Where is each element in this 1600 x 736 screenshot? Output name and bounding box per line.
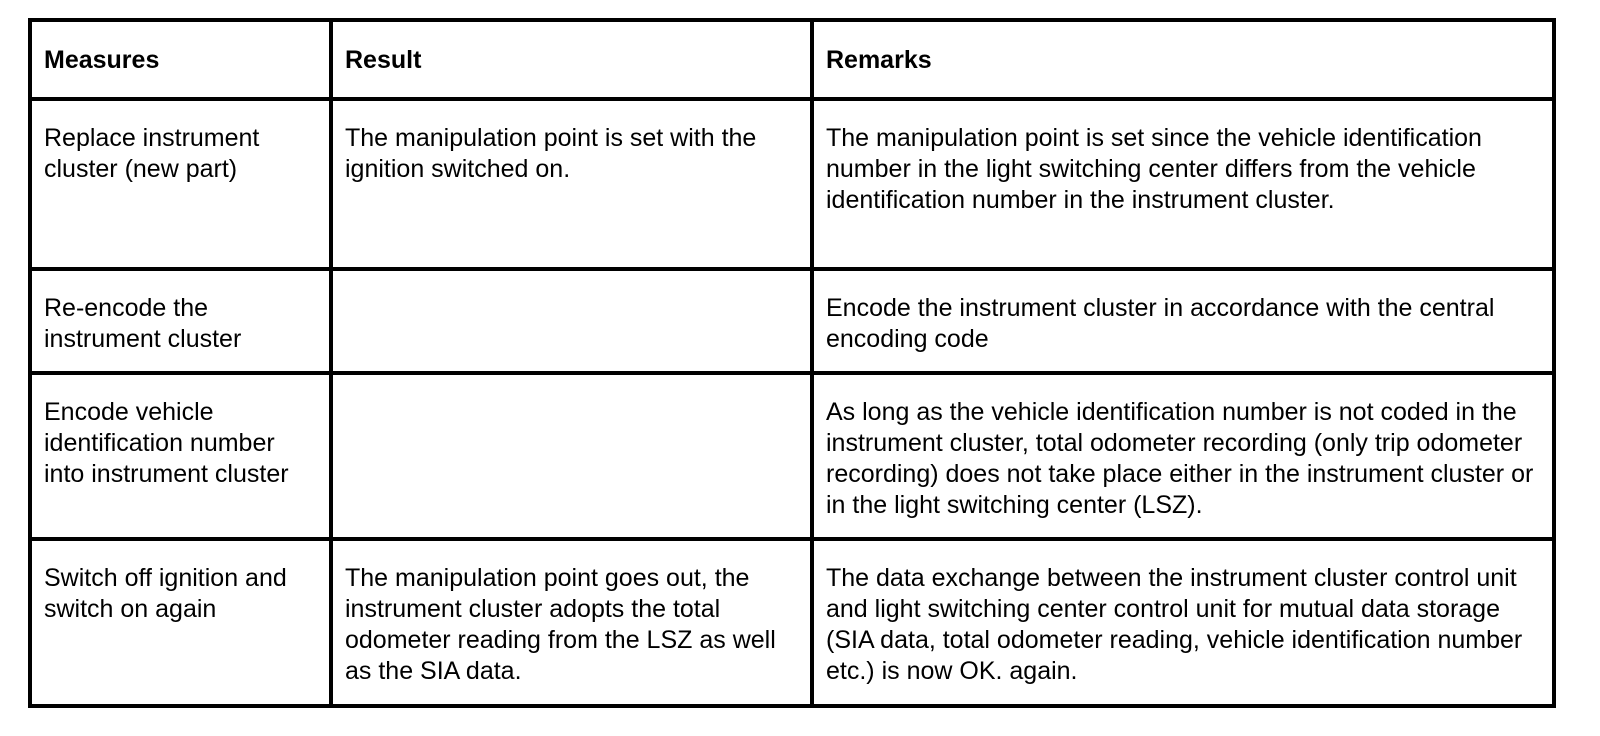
cell-text: The manipulation point is set since the vehicle identification number in the light switching center differs from the vehicle identification number in the instrument cluster.: [826, 124, 1482, 214]
cell-result: [331, 539, 812, 706]
cell-text: The manipulation point goes out, the instrument cluster adopts the total odometer reading from the LSZ as well as the SIA data.: [345, 564, 776, 685]
cell-remarks: [812, 539, 1554, 706]
header-result: Result: [331, 20, 812, 99]
table-row: [30, 99, 1554, 269]
measures-table: [28, 18, 1556, 708]
cell-remarks: [812, 269, 1554, 373]
cell-measures: [30, 373, 331, 539]
table-body: [30, 99, 1554, 706]
header-remarks: Remarks: [812, 20, 1554, 99]
cell-text: The manipulation point is set with the ignition switched on.: [345, 124, 757, 183]
cell-measures: [30, 99, 331, 269]
table-row: [30, 539, 1554, 706]
cell-result: [331, 99, 812, 269]
cell-remarks: [812, 99, 1554, 269]
table-row: [30, 269, 1554, 373]
cell-text: Encode the instrument cluster in accordance with the central encoding code: [826, 294, 1495, 353]
cell-text: The data exchange between the instrument cluster control unit and light switching center control unit for mutual data storage (SIA data, total odometer reading, vehicle identification number etc.) is now OK. again.: [826, 564, 1523, 685]
header-measures: Measures: [30, 20, 331, 99]
cell-measures: [30, 539, 331, 706]
cell-result: [331, 269, 812, 373]
table-row: [30, 373, 1554, 539]
cell-result: [331, 373, 812, 539]
table-header: [30, 20, 1554, 99]
cell-text: Encode vehicle identification number into instrument cluster: [44, 398, 289, 488]
cell-text: Replace instrument cluster (new part): [44, 124, 260, 183]
cell-measures: [30, 269, 331, 373]
cell-text: As long as the vehicle identification number is not coded in the instrument cluster, total odometer recording (only trip odometer recording) does not take place either in the instrument cluster or in the light switching center (LSZ).: [826, 398, 1534, 519]
cell-text: Switch off ignition and switch on again: [44, 564, 287, 623]
cell-text: Re-encode the instrument cluster: [44, 294, 242, 353]
cell-remarks: [812, 373, 1554, 539]
header-row: [30, 20, 1554, 99]
